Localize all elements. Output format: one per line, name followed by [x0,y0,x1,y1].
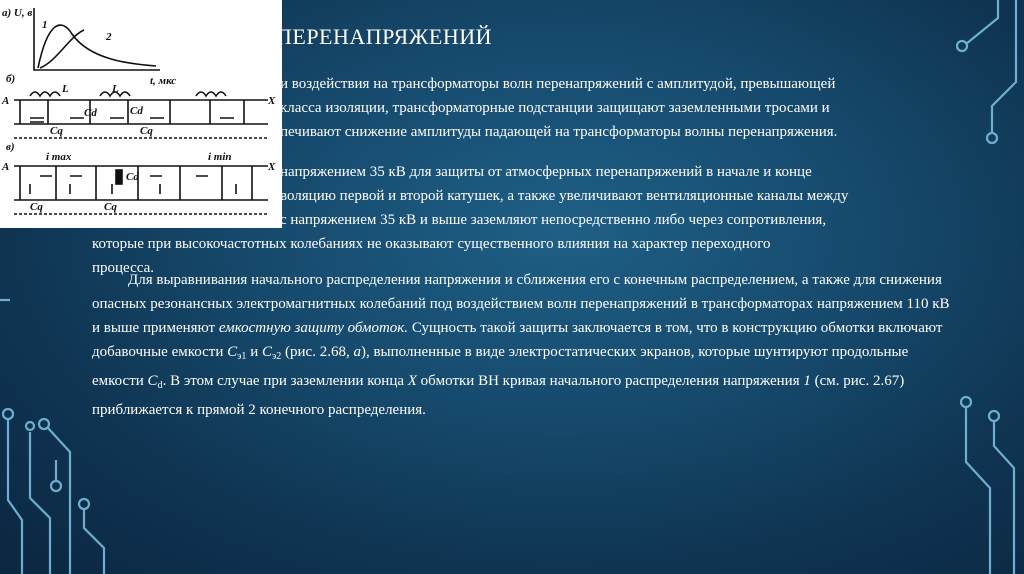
p3-ce1: C [227,344,238,360]
fig-node-x2: X [268,161,276,173]
fig-label-v: в) [6,141,15,153]
fig-t-axis: t, мкс [150,75,177,87]
p3-ce2: C [261,344,272,360]
p3-text-1: Для выравнивания начального распределения напряжения и сближения его с конечным распределением, а также для снижения опасных резонансных электромагнитных колебаний под воздействием волн перенапряжений в трансформаторах напряжением 110 кВ и выше применяют [92,272,950,336]
fig-cq-3: Cq [30,201,43,213]
paragraph-3 [92,268,952,422]
p3-ce1-sub: э1 [237,351,247,362]
slide-title: ПЕРЕНАПРЯЖЕНИЙ [276,24,492,49]
p3-x: X [407,373,417,389]
fig-cq-2: Cq [140,125,153,137]
circuit-figure [0,0,282,228]
p3-fig-a: а [353,344,361,360]
fig-node-x: X [268,95,276,107]
fig-label-b: б) [6,73,16,85]
fig-cd-1: Cd [84,107,97,119]
paragraph-1 [280,72,960,144]
fig-label-a: а) U, в [2,7,33,19]
fig-l-2: L [112,83,119,95]
p2-line-2: воляцию первой и второй катушек, а также увеличивают вентиляционные каналы между [280,188,849,204]
p3-text-6: . В этом случае при заземлении конца [162,373,408,389]
p3-curve-1: 1 [803,373,811,389]
p3-text-2: Сущность такой защиты заключается в том, что в конструкцию обмотки включают добавочные емкости [92,320,943,360]
p3-cd: C [147,373,158,389]
p3-capacitive-protection: емкостную защиту обмоток. [218,320,409,336]
p2-line-4: которые при высокочастотных колебаниях не оказывают существенного влияния на характер переходного процесса. [92,236,771,276]
p1-line-1: и воздействия на трансформаторы волн перенапряжений с амплитудой, превышающей [280,76,836,92]
fig-l-1: L [62,83,69,95]
fig-curve-2: 2 [106,31,112,43]
p3-ce2-sub: э2 [271,351,282,362]
fig-cd-2: Cd [130,105,143,117]
p3-text-5: ), выполненные в виде электростатических экранов, которые шунтируют продольные емкости [92,344,909,389]
p3-text-7: обмотки ВН кривая начального распределения напряжения [416,373,804,389]
fig-imin: i min [208,151,232,163]
p2-line-3: с напряжением 35 кВ и выше заземляют непосредственно либо через сопротивления, [280,212,827,228]
fig-node-a2: A [2,161,10,173]
p1-line-3: печивают снижение амплитуды падающей на трансформаторы волны перенапряжения. [280,124,838,140]
p3-cd-sub: d [157,380,163,391]
p1-line-2: класса изоляции, трансформаторные подстанции защищают заземленными тросами и [280,100,830,116]
fig-curve-1: 1 [42,19,48,31]
p3-text-3: и [246,344,262,360]
p3-text-4: (рис. 2.68, [281,344,354,360]
fig-cq-4: Cq [104,201,117,213]
fig-cq-1: Cq [50,125,63,137]
p2-line-1: напряжением 35 кВ для защиты от атмосферных перенапряжений в начале и конце [280,164,812,180]
p3-text-8: (см. рис. 2.67) приближается к прямой 2 конечного распределения. [92,373,905,418]
fig-imax: i max [46,151,72,163]
fig-cd-3: Cd [126,171,139,183]
fig-node-a: A [2,95,10,107]
